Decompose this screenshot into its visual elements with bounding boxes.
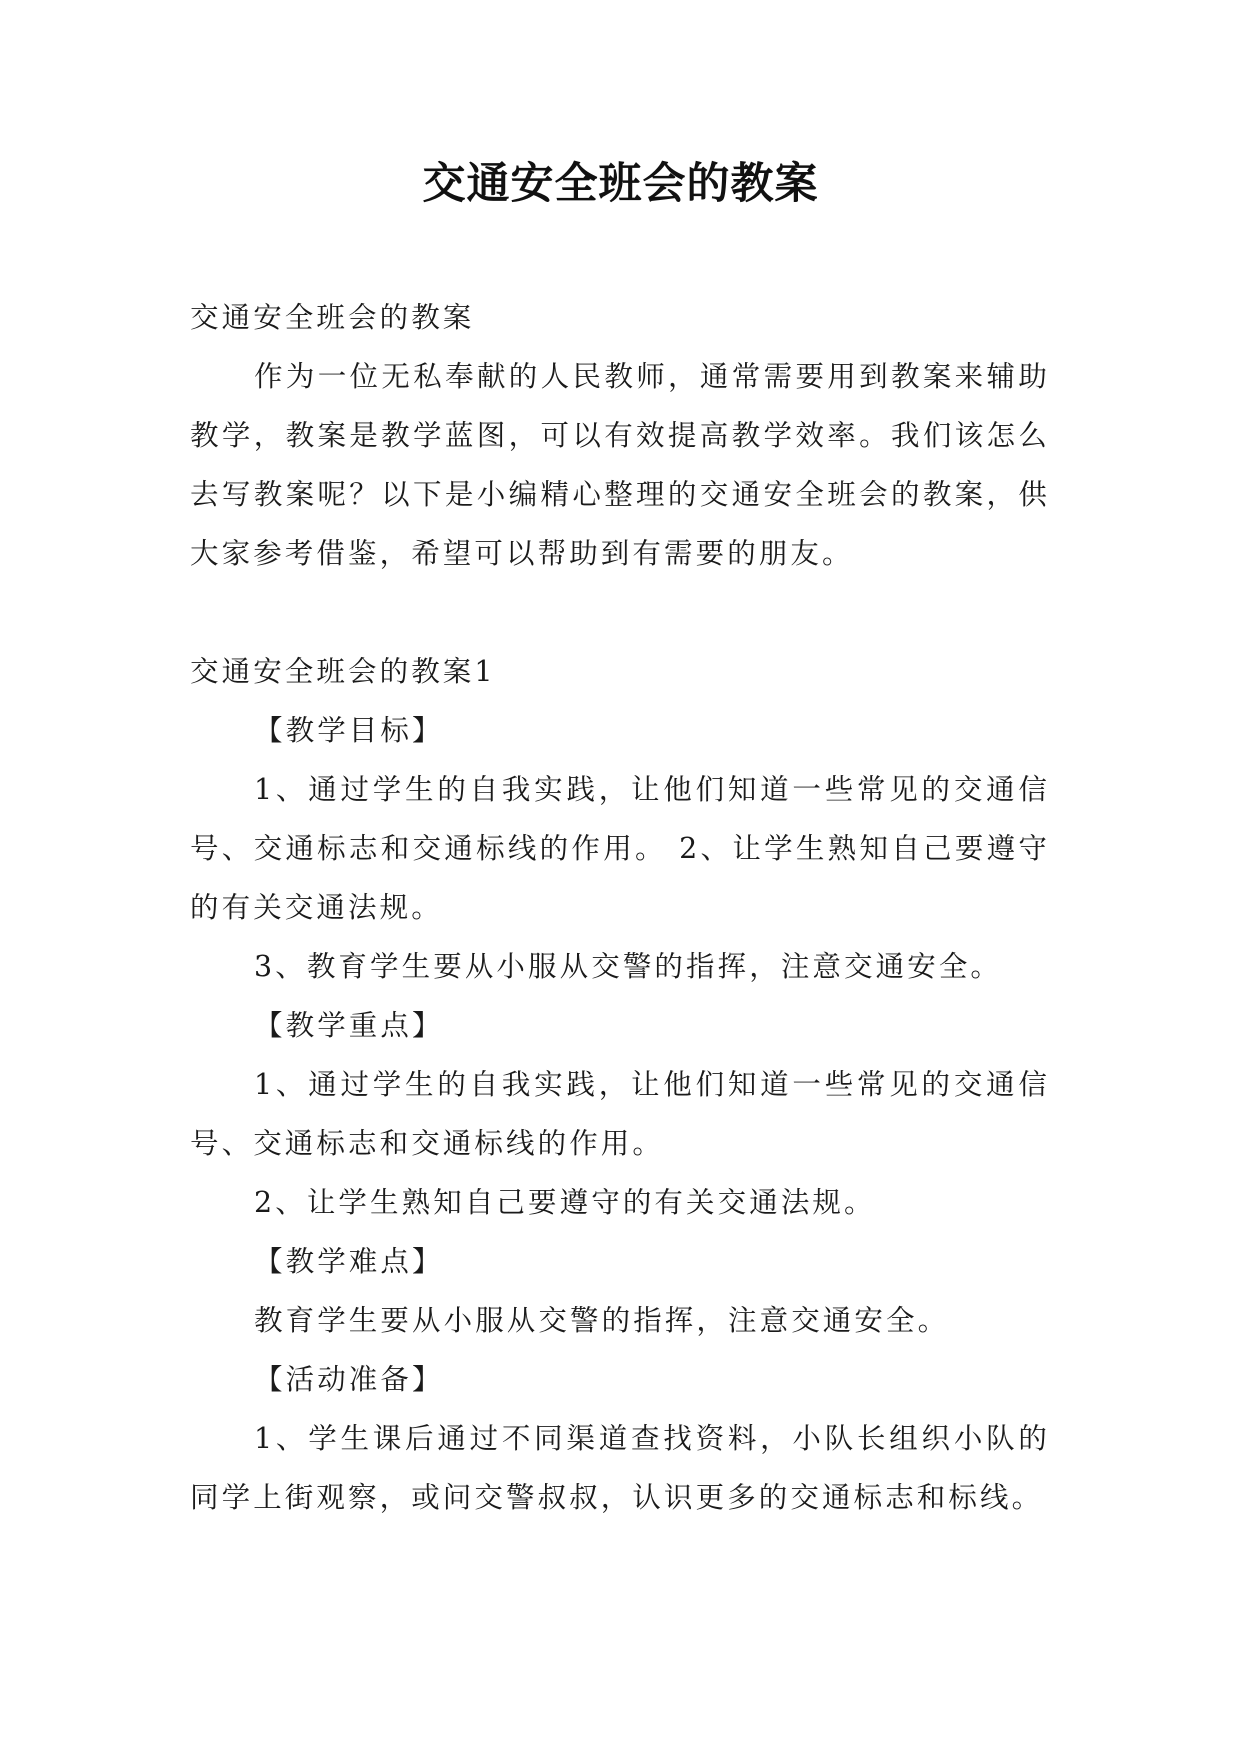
activity-prep-item-1: 1、学生课后通过不同渠道查找资料，小队长组织小队的同学上街观察，或问交警叔叔，认识更多的交通标志和标线。 — [190, 1422, 1050, 1514]
teaching-difficulty-label: 【教学难点】 — [254, 1245, 444, 1278]
teaching-key-point-1: 1、通过学生的自我实践，让他们知道一些常见的交通信号、交通标志和交通标线的作用。 — [190, 1068, 1050, 1160]
section-heading: 交通安全班会的教案1 — [190, 655, 496, 688]
document-subtitle: 交通安全班会的教案 — [190, 301, 475, 334]
paragraph-spacer — [190, 583, 1050, 642]
intro-paragraph: 作为一位无私奉献的人民教师，通常需要用到教案来辅助教学，教案是教学蓝图，可以有效提高教学效率。我们该怎么去写教案呢？以下是小编精心整理的交通安全班会的教案，供大家参考借鉴，希望可以帮助到有需要的朋友。 — [190, 360, 1050, 570]
activity-prep-label: 【活动准备】 — [254, 1363, 444, 1396]
document-title: 交通安全班会的教案 — [422, 159, 819, 209]
teaching-goals-item-3: 3、教育学生要从小服从交警的指挥，注意交通安全。 — [254, 950, 1003, 983]
teaching-goals-label: 【教学目标】 — [254, 714, 444, 747]
teaching-difficulty-text: 教育学生要从小服从交警的指挥，注意交通安全。 — [254, 1304, 950, 1337]
teaching-goals-items-1-2: 1、通过学生的自我实践，让他们知道一些常见的交通信号、交通标志和交通标线的作用。 2、让学生熟知自己要遵守的有关交通法规。 — [190, 773, 1050, 924]
teaching-key-point-2: 2、让学生熟知自己要遵守的有关交通法规。 — [254, 1186, 876, 1219]
teaching-key-points-label: 【教学重点】 — [254, 1009, 444, 1042]
document-body — [190, 288, 1050, 1527]
